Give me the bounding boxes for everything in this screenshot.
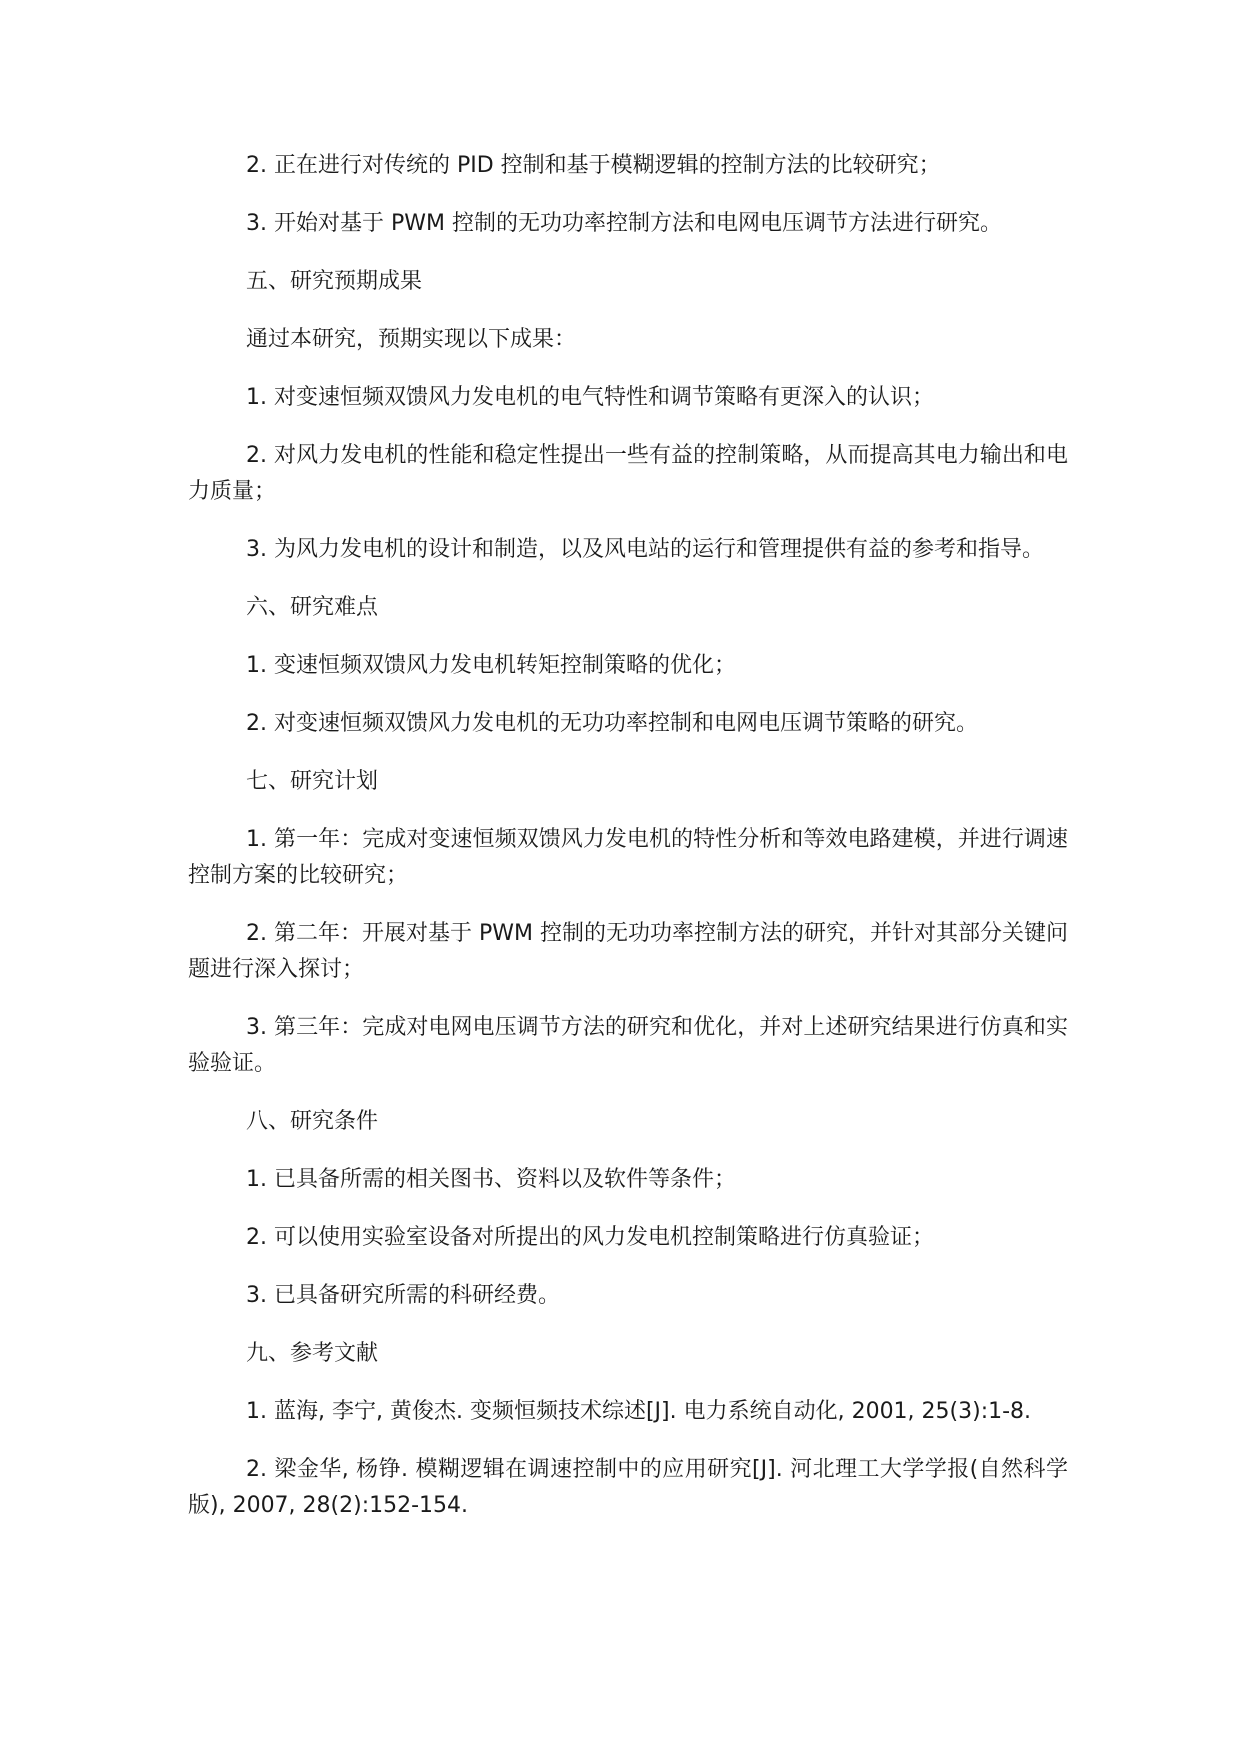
reference-item: 1. 蓝海, 李宁, 黄俊杰. 变频恒频技术综述[J]. 电力系统自动化, 2001, 25(3):1-8.	[246, 1399, 1032, 1424]
section-heading: 六、研究难点	[246, 595, 379, 620]
list-item: 3. 为风力发电机的设计和制造，以及风电站的运行和管理提供有益的参考和指导。	[246, 537, 1044, 562]
list-item: 2. 第二年：开展对基于 PWM 控制的无功功率控制方法的研究，并针对其部分关键问题进行深入探讨；	[188, 921, 1068, 982]
paragraph: 通过本研究，预期实现以下成果：	[246, 327, 577, 352]
list-item: 3. 第三年：完成对电网电压调节方法的研究和优化，并对上述研究结果进行仿真和实验验证。	[188, 1015, 1068, 1076]
reference-item: 2. 梁金华, 杨铮. 模糊逻辑在调速控制中的应用研究[J]. 河北理工大学学报(自然科学版), 2007, 28(2):152-154.	[188, 1457, 1068, 1518]
section-heading: 八、研究条件	[246, 1109, 379, 1134]
section-heading: 五、研究预期成果	[246, 269, 423, 294]
section-heading: 九、参考文献	[246, 1341, 379, 1366]
list-item: 1. 第一年：完成对变速恒频双馈风力发电机的特性分析和等效电路建模，并进行调速控制方案的比较研究；	[188, 827, 1068, 888]
paragraph: 2. 正在进行对传统的 PID 控制和基于模糊逻辑的控制方法的比较研究；	[246, 153, 941, 178]
list-item: 2. 对风力发电机的性能和稳定性提出一些有益的控制策略，从而提高其电力输出和电力质量；	[188, 443, 1068, 504]
list-item: 2. 对变速恒频双馈风力发电机的无功功率控制和电网电压调节策略的研究。	[246, 711, 978, 736]
list-item: 1. 对变速恒频双馈风力发电机的电气特性和调节策略有更深入的认识；	[246, 385, 934, 410]
section-heading: 七、研究计划	[246, 769, 379, 794]
document-page	[188, 148, 1068, 1524]
paragraph: 3. 开始对基于 PWM 控制的无功功率控制方法和电网电压调节方法进行研究。	[246, 211, 1002, 236]
list-item: 2. 可以使用实验室设备对所提出的风力发电机控制策略进行仿真验证；	[246, 1225, 934, 1250]
list-item: 1. 已具备所需的相关图书、资料以及软件等条件；	[246, 1167, 736, 1192]
list-item: 3. 已具备研究所需的科研经费。	[246, 1283, 560, 1308]
list-item: 1. 变速恒频双馈风力发电机转矩控制策略的优化；	[246, 653, 736, 678]
